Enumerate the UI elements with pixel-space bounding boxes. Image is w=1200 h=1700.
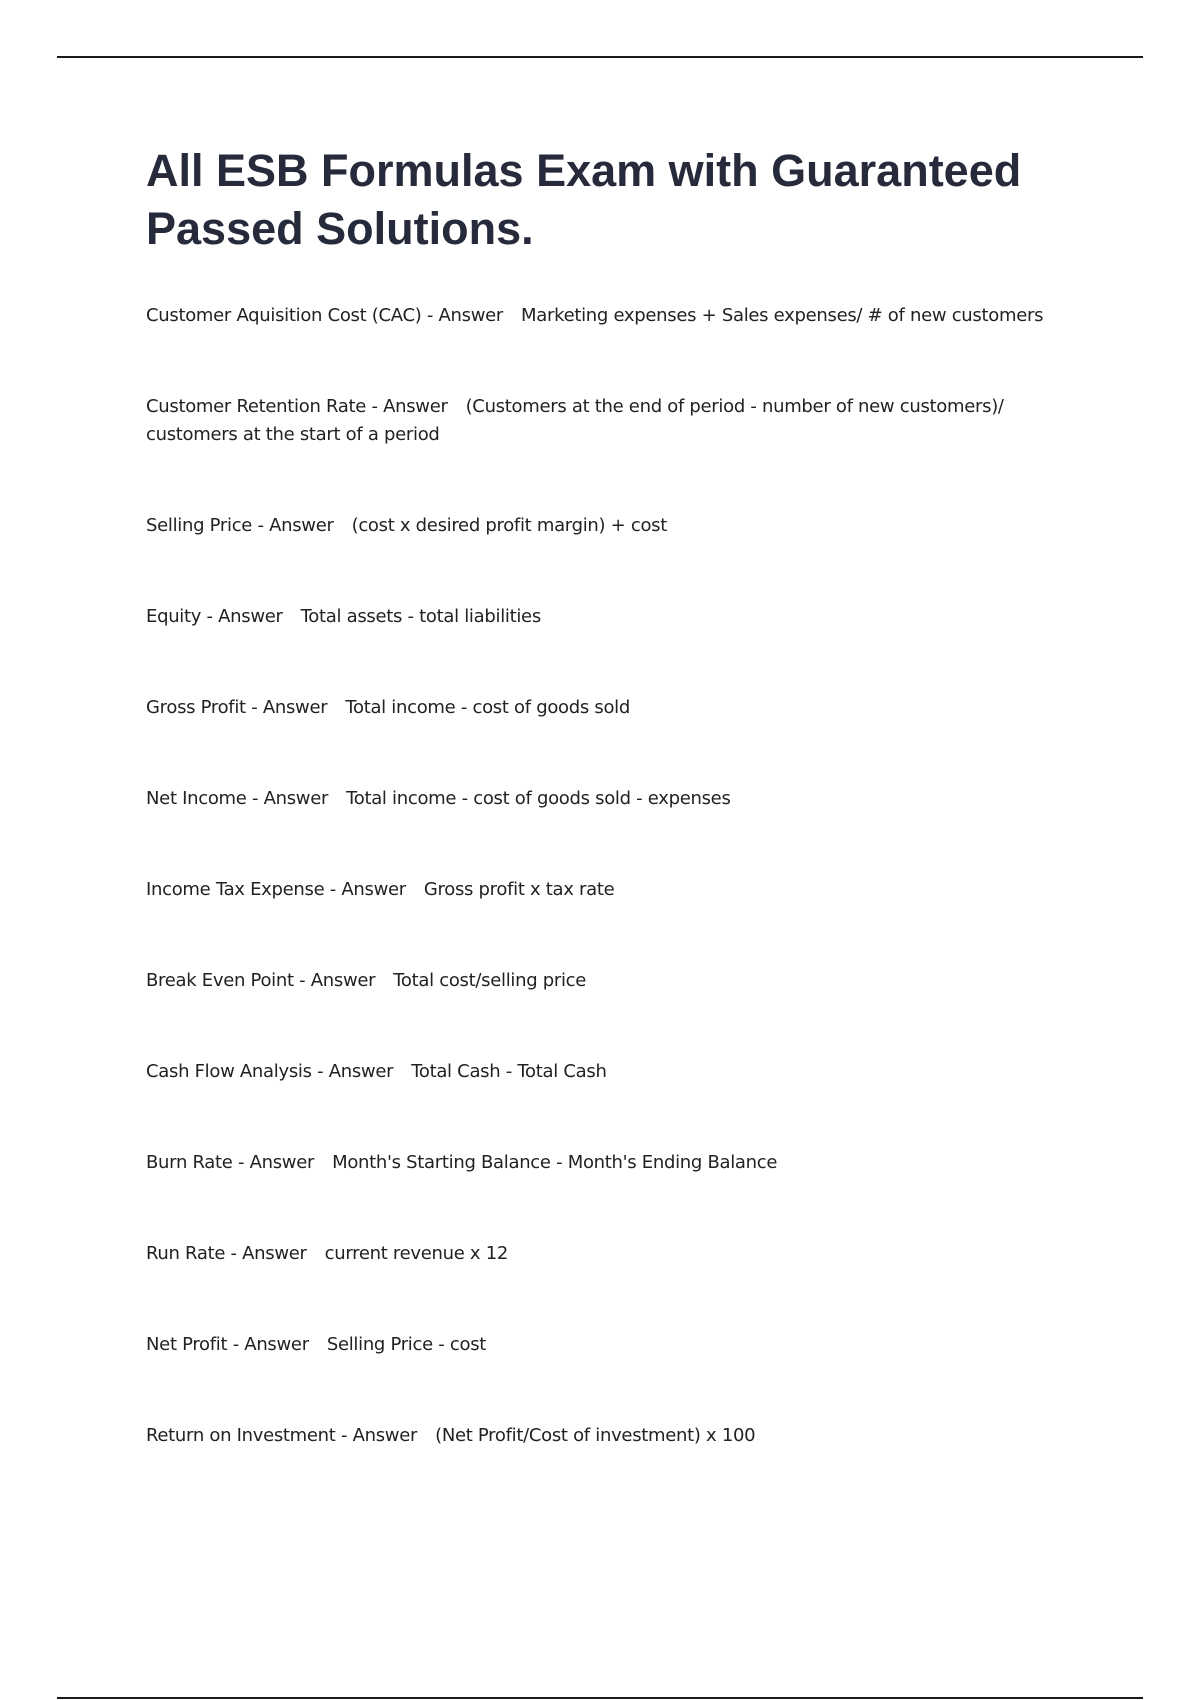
qa-term: Income Tax Expense - Answer [146,879,406,900]
qa-item [146,1058,1076,1086]
qa-answer: Selling Price - cost [326,1334,487,1355]
qa-answer: Gross profit x tax rate [423,879,615,900]
qa-answer: Marketing expenses + Sales expenses/ # of new customers [521,305,1044,326]
bottom-rule [57,1697,1143,1699]
qa-item [146,876,1076,904]
qa-item [146,694,1076,722]
qa-term: Break Even Point - Answer [146,970,376,991]
qa-item [146,785,1076,813]
qa-answer: Total cost/selling price [393,970,587,991]
qa-item [146,393,1076,449]
qa-term: Selling Price - Answer [146,515,334,536]
qa-item [146,512,1076,540]
qa-item [146,603,1076,631]
qa-term: Cash Flow Analysis - Answer [146,1061,394,1082]
qa-term: Return on Investment - Answer [146,1425,418,1446]
qa-answer: (Net Profit/Cost of investment) x 100 [435,1425,756,1446]
qa-answer: (cost x desired profit margin) + cost [351,515,668,536]
qa-item [146,1240,1076,1268]
qa-answer: current revenue x 12 [324,1243,509,1264]
qa-item [146,1149,1076,1177]
qa-term: Gross Profit - Answer [146,697,328,718]
page-title: All ESB Formulas Exam with Guaranteed Passed Solutions. [146,145,1022,254]
qa-item [146,1422,1076,1450]
qa-answer: Total income - cost of goods sold - expenses [346,788,731,809]
top-rule [57,56,1143,58]
qa-item [146,967,1076,995]
qa-term: Run Rate - Answer [146,1243,307,1264]
qa-term: Equity - Answer [146,606,283,627]
qa-term: Customer Aquisition Cost (CAC) - Answer [146,305,504,326]
qa-item [146,302,1076,330]
qa-answer: Total assets - total liabilities [300,606,541,627]
qa-answer: Month's Starting Balance - Month's Ending Balance [332,1152,778,1173]
qa-answer: Total income - cost of goods sold [345,697,631,718]
qa-answer: Total Cash - Total Cash [411,1061,607,1082]
qa-term: Customer Retention Rate - Answer [146,396,448,417]
qa-term: Net Income - Answer [146,788,329,809]
qa-item [146,1331,1076,1359]
qa-term: Burn Rate - Answer [146,1152,315,1173]
qa-term: Net Profit - Answer [146,1334,309,1355]
qa-answer: (Customers at the end of period - number of new customers)/ customers at the start of a period [146,396,1004,445]
